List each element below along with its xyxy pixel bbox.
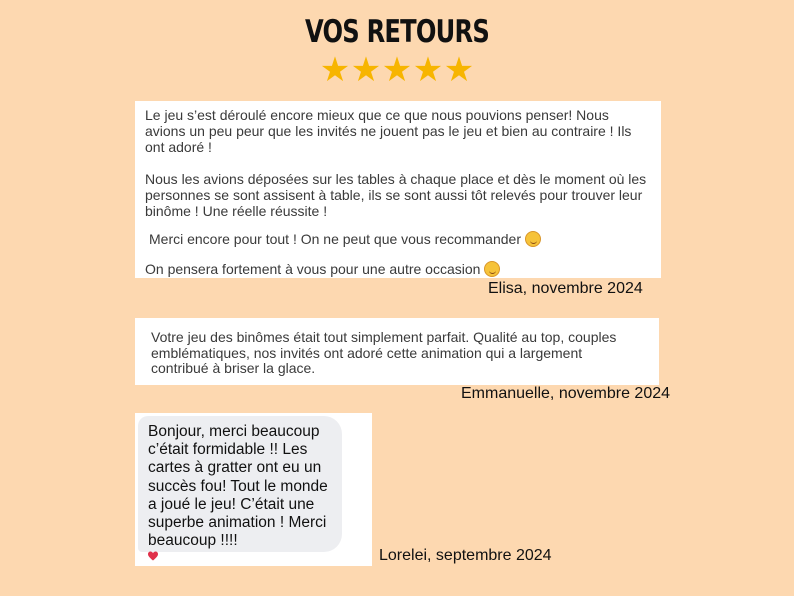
star-icon: ★ (412, 51, 444, 89)
review-signature: Elisa, novembre 2024 (488, 280, 643, 297)
review-card-elisa (135, 101, 661, 278)
review-signature: Emmanuelle, novembre 2024 (461, 385, 671, 402)
review-paragraph: Merci encore pour tout ! On ne peut que vous recommander (149, 231, 521, 247)
star-rating (0, 50, 794, 90)
heart-icon (147, 550, 159, 562)
star-icon: ★ (350, 51, 382, 89)
message-bubble (138, 416, 342, 552)
review-paragraph-line (145, 231, 651, 247)
star-icon: ★ (381, 51, 413, 89)
review-text: Bonjour, merci beaucoup c’était formidable !! Les cartes à gratter ont eu un succès fou! Tout le monde a joué le jeu! C’était une superbe animation ! Merci beaucoup !!!! (148, 423, 328, 550)
relieved-face-icon (484, 261, 500, 277)
review-signature: Lorelei, septembre 2024 (379, 547, 552, 564)
review-card-lorelei (135, 413, 372, 566)
page-title: VOS RETOURS (305, 14, 489, 50)
star-icon: ★ (443, 51, 475, 89)
review-card-emmanuelle (135, 318, 659, 385)
smiling-face-icon (525, 231, 541, 247)
review-paragraph: On pensera fortement à vous pour une autre occasion (145, 261, 481, 277)
review-paragraph: Le jeu s’est déroulé encore mieux que ce que nous pouvions penser! Nous avions un peu peur que les invités ne jouent pas le jeu et bien au contraire ! Ils ont adoré ! (145, 107, 632, 155)
star-icon: ★ (319, 51, 351, 89)
review-paragraph: Nous les avions déposées sur les tables à chaque place et dès le moment où les personnes se sont assisent à table, ils se sont aussi tôt relevés pour trouver leur binôme ! Une réelle réussite ! (145, 171, 647, 219)
review-text: Votre jeu des binômes était tout simplement parfait. Qualité au top, couples emblématiques, nos invités ont adoré cette animation qui a largement contribué à briser la glace. (151, 329, 617, 376)
review-paragraph-line (145, 261, 651, 277)
